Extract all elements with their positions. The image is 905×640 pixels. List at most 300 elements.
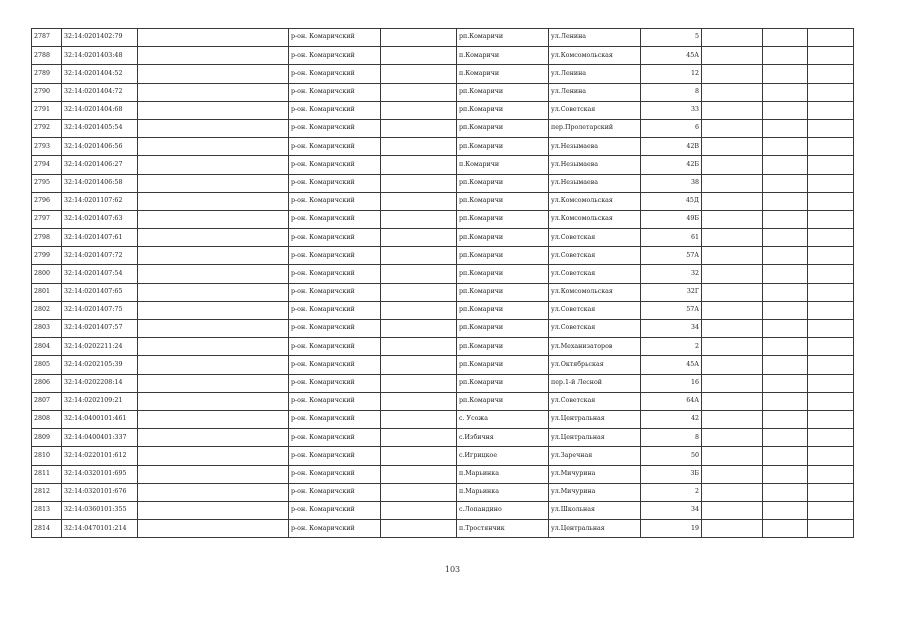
- street-cell: ул.Советская: [549, 247, 641, 265]
- table-row: [32, 320, 854, 338]
- row-number-cell: 2794: [32, 156, 62, 174]
- empty-cell-cell: [702, 101, 763, 119]
- empty-cell-cell: [381, 192, 457, 210]
- empty-cell-cell: [138, 210, 289, 228]
- settlement-cell: рп.Комаричи: [457, 301, 549, 319]
- cadastral-number-cell: 32:14:0202211:24: [62, 338, 138, 356]
- empty-cell-cell: [808, 374, 854, 392]
- empty-cell-cell: [138, 447, 289, 465]
- settlement-cell: п.Марьинка: [457, 465, 549, 483]
- table-row: [32, 301, 854, 319]
- cadastral-number-cell: 32:14:0360101:355: [62, 501, 138, 519]
- cadastral-number-cell: 32:14:0201406:58: [62, 174, 138, 192]
- district-cell: р-он. Комаричский: [289, 65, 381, 83]
- empty-cell-cell: [808, 210, 854, 228]
- table-row: [32, 229, 854, 247]
- house-number-cell: 2: [641, 338, 702, 356]
- empty-cell-cell: [763, 83, 808, 101]
- settlement-cell: рп.Комаричи: [457, 210, 549, 228]
- table-row: [32, 447, 854, 465]
- empty-cell-cell: [381, 101, 457, 119]
- district-cell: р-он. Комаричский: [289, 447, 381, 465]
- empty-cell-cell: [763, 483, 808, 501]
- empty-cell-cell: [702, 192, 763, 210]
- empty-cell-cell: [138, 320, 289, 338]
- table-row: [32, 101, 854, 119]
- district-cell: р-он. Комаричский: [289, 101, 381, 119]
- street-cell: ул.Ленина: [549, 65, 641, 83]
- empty-cell-cell: [808, 265, 854, 283]
- row-number-cell: 2791: [32, 101, 62, 119]
- empty-cell-cell: [702, 338, 763, 356]
- row-number-cell: 2798: [32, 229, 62, 247]
- empty-cell-cell: [763, 47, 808, 65]
- empty-cell-cell: [763, 301, 808, 319]
- empty-cell-cell: [138, 29, 289, 47]
- empty-cell-cell: [381, 47, 457, 65]
- empty-cell-cell: [808, 465, 854, 483]
- cadastral-number-cell: 32:14:0400401:337: [62, 429, 138, 447]
- empty-cell-cell: [808, 320, 854, 338]
- empty-cell-cell: [381, 429, 457, 447]
- empty-cell-cell: [702, 247, 763, 265]
- empty-cell-cell: [138, 229, 289, 247]
- street-cell: ул.Заречная: [549, 447, 641, 465]
- settlement-cell: рп.Комаричи: [457, 392, 549, 410]
- empty-cell-cell: [808, 447, 854, 465]
- district-cell: р-он. Комаричский: [289, 520, 381, 538]
- cadastral-number-cell: 32:14:0201402:79: [62, 29, 138, 47]
- cadastral-number-cell: 32:14:0202105:39: [62, 356, 138, 374]
- settlement-cell: п.Комаричи: [457, 156, 549, 174]
- row-number-cell: 2800: [32, 265, 62, 283]
- empty-cell-cell: [381, 374, 457, 392]
- empty-cell-cell: [763, 410, 808, 428]
- empty-cell-cell: [702, 429, 763, 447]
- house-number-cell: 64А: [641, 392, 702, 410]
- street-cell: пер.1-й Лесной: [549, 374, 641, 392]
- empty-cell-cell: [381, 29, 457, 47]
- empty-cell-cell: [808, 229, 854, 247]
- street-cell: ул.Комсомольская: [549, 210, 641, 228]
- settlement-cell: рп.Комаричи: [457, 247, 549, 265]
- empty-cell-cell: [763, 501, 808, 519]
- empty-cell-cell: [763, 101, 808, 119]
- empty-cell-cell: [381, 320, 457, 338]
- cadastral-number-cell: 32:14:0201407:75: [62, 301, 138, 319]
- empty-cell-cell: [763, 29, 808, 47]
- district-cell: р-он. Комаричский: [289, 247, 381, 265]
- cadastral-number-cell: 32:14:0201407:57: [62, 320, 138, 338]
- table-row: [32, 410, 854, 428]
- empty-cell-cell: [763, 465, 808, 483]
- street-cell: ул.Незымаева: [549, 174, 641, 192]
- table-row: [32, 356, 854, 374]
- district-cell: р-он. Комаричский: [289, 356, 381, 374]
- empty-cell-cell: [138, 465, 289, 483]
- street-cell: пер.Пролетарский: [549, 119, 641, 137]
- district-cell: р-он. Комаричский: [289, 392, 381, 410]
- empty-cell-cell: [808, 429, 854, 447]
- settlement-cell: рп.Комаричи: [457, 374, 549, 392]
- house-number-cell: 42: [641, 410, 702, 428]
- row-number-cell: 2808: [32, 410, 62, 428]
- settlement-cell: п.Комаричи: [457, 65, 549, 83]
- empty-cell-cell: [808, 410, 854, 428]
- table-row: [32, 192, 854, 210]
- district-cell: р-он. Комаричский: [289, 265, 381, 283]
- empty-cell-cell: [381, 392, 457, 410]
- empty-cell-cell: [381, 83, 457, 101]
- district-cell: р-он. Комаричский: [289, 156, 381, 174]
- district-cell: р-он. Комаричский: [289, 501, 381, 519]
- empty-cell-cell: [763, 520, 808, 538]
- row-number-cell: 2801: [32, 283, 62, 301]
- cadastral-number-cell: 32:14:0400101:461: [62, 410, 138, 428]
- street-cell: ул.Советская: [549, 229, 641, 247]
- empty-cell-cell: [138, 192, 289, 210]
- row-number-cell: 2795: [32, 174, 62, 192]
- empty-cell-cell: [808, 138, 854, 156]
- empty-cell-cell: [381, 210, 457, 228]
- cadastral-number-cell: 32:14:0201407:61: [62, 229, 138, 247]
- empty-cell-cell: [763, 192, 808, 210]
- empty-cell-cell: [381, 265, 457, 283]
- house-number-cell: 45А: [641, 356, 702, 374]
- house-number-cell: 42В: [641, 138, 702, 156]
- table-row: [32, 29, 854, 47]
- cadastral-number-cell: 32:14:0320101:676: [62, 483, 138, 501]
- street-cell: ул.Незымаева: [549, 156, 641, 174]
- cadastral-number-cell: 32:14:0202109:21: [62, 392, 138, 410]
- empty-cell-cell: [138, 65, 289, 83]
- empty-cell-cell: [763, 138, 808, 156]
- empty-cell-cell: [702, 174, 763, 192]
- table-row: [32, 210, 854, 228]
- house-number-cell: 34: [641, 501, 702, 519]
- cadastral-number-cell: 32:14:0201407:72: [62, 247, 138, 265]
- empty-cell-cell: [381, 501, 457, 519]
- table-row: [32, 374, 854, 392]
- empty-cell-cell: [702, 501, 763, 519]
- empty-cell-cell: [763, 229, 808, 247]
- row-number-cell: 2787: [32, 29, 62, 47]
- empty-cell-cell: [702, 320, 763, 338]
- settlement-cell: рп.Комаричи: [457, 29, 549, 47]
- empty-cell-cell: [138, 429, 289, 447]
- row-number-cell: 2792: [32, 119, 62, 137]
- street-cell: ул.Центральная: [549, 410, 641, 428]
- empty-cell-cell: [763, 320, 808, 338]
- empty-cell-cell: [808, 47, 854, 65]
- settlement-cell: рп.Комаричи: [457, 265, 549, 283]
- row-number-cell: 2810: [32, 447, 62, 465]
- street-cell: ул.Центральная: [549, 429, 641, 447]
- house-number-cell: 8: [641, 429, 702, 447]
- table-row: [32, 465, 854, 483]
- settlement-cell: рп.Комаричи: [457, 229, 549, 247]
- house-number-cell: 49Б: [641, 210, 702, 228]
- district-cell: р-он. Комаричский: [289, 410, 381, 428]
- cadastral-number-cell: 32:14:0201407:54: [62, 265, 138, 283]
- row-number-cell: 2803: [32, 320, 62, 338]
- row-number-cell: 2812: [32, 483, 62, 501]
- empty-cell-cell: [763, 356, 808, 374]
- street-cell: ул.Школьная: [549, 501, 641, 519]
- empty-cell-cell: [702, 156, 763, 174]
- settlement-cell: рп.Комаричи: [457, 320, 549, 338]
- row-number-cell: 2788: [32, 47, 62, 65]
- empty-cell-cell: [808, 356, 854, 374]
- settlement-cell: рп.Комаричи: [457, 101, 549, 119]
- row-number-cell: 2793: [32, 138, 62, 156]
- empty-cell-cell: [763, 156, 808, 174]
- empty-cell-cell: [138, 47, 289, 65]
- district-cell: р-он. Комаричский: [289, 29, 381, 47]
- settlement-cell: рп.Комаричи: [457, 192, 549, 210]
- empty-cell-cell: [763, 174, 808, 192]
- empty-cell-cell: [138, 392, 289, 410]
- empty-cell-cell: [763, 265, 808, 283]
- district-cell: р-он. Комаричский: [289, 210, 381, 228]
- table-row: [32, 247, 854, 265]
- table-row: [32, 65, 854, 83]
- cadastral-number-cell: 32:14:0201404:52: [62, 65, 138, 83]
- street-cell: ул.Незымаева: [549, 138, 641, 156]
- empty-cell-cell: [808, 29, 854, 47]
- street-cell: ул.Комсомольская: [549, 47, 641, 65]
- settlement-cell: рп.Комаричи: [457, 138, 549, 156]
- empty-cell-cell: [808, 247, 854, 265]
- row-number-cell: 2813: [32, 501, 62, 519]
- district-cell: р-он. Комаричский: [289, 119, 381, 137]
- table-row: [32, 429, 854, 447]
- empty-cell-cell: [808, 483, 854, 501]
- house-number-cell: 45Д: [641, 192, 702, 210]
- empty-cell-cell: [138, 483, 289, 501]
- empty-cell-cell: [763, 210, 808, 228]
- empty-cell-cell: [763, 447, 808, 465]
- settlement-cell: с.Игрицкое: [457, 447, 549, 465]
- empty-cell-cell: [702, 520, 763, 538]
- house-number-cell: 16: [641, 374, 702, 392]
- empty-cell-cell: [381, 283, 457, 301]
- cadastral-number-cell: 32:14:0201404:72: [62, 83, 138, 101]
- house-number-cell: 5: [641, 29, 702, 47]
- empty-cell-cell: [381, 465, 457, 483]
- street-cell: ул.Советская: [549, 101, 641, 119]
- empty-cell-cell: [138, 265, 289, 283]
- register-table: [31, 28, 854, 538]
- street-cell: ул.Советская: [549, 301, 641, 319]
- table-row: [32, 283, 854, 301]
- empty-cell-cell: [808, 192, 854, 210]
- house-number-cell: 6: [641, 119, 702, 137]
- table-row: [32, 156, 854, 174]
- empty-cell-cell: [138, 283, 289, 301]
- street-cell: ул.Комсомольская: [549, 192, 641, 210]
- empty-cell-cell: [702, 283, 763, 301]
- empty-cell-cell: [381, 247, 457, 265]
- empty-cell-cell: [702, 356, 763, 374]
- street-cell: ул.Механизаторов: [549, 338, 641, 356]
- table-row: [32, 520, 854, 538]
- cadastral-number-cell: 32:14:0201406:56: [62, 138, 138, 156]
- house-number-cell: 34: [641, 320, 702, 338]
- empty-cell-cell: [808, 501, 854, 519]
- empty-cell-cell: [138, 356, 289, 374]
- district-cell: р-он. Комаричский: [289, 338, 381, 356]
- empty-cell-cell: [381, 410, 457, 428]
- settlement-cell: рп.Комаричи: [457, 174, 549, 192]
- cadastral-number-cell: 32:14:0470101:214: [62, 520, 138, 538]
- house-number-cell: 45А: [641, 47, 702, 65]
- house-number-cell: 38: [641, 174, 702, 192]
- empty-cell-cell: [138, 338, 289, 356]
- cadastral-number-cell: 32:14:0201107:62: [62, 192, 138, 210]
- settlement-cell: п.Комаричи: [457, 47, 549, 65]
- table-row: [32, 483, 854, 501]
- row-number-cell: 2790: [32, 83, 62, 101]
- row-number-cell: 2806: [32, 374, 62, 392]
- house-number-cell: 57А: [641, 247, 702, 265]
- table-row: [32, 83, 854, 101]
- empty-cell-cell: [138, 101, 289, 119]
- empty-cell-cell: [138, 138, 289, 156]
- empty-cell-cell: [702, 229, 763, 247]
- row-number-cell: 2811: [32, 465, 62, 483]
- cadastral-number-cell: 32:14:0320101:695: [62, 465, 138, 483]
- cadastral-number-cell: 32:14:0201407:63: [62, 210, 138, 228]
- house-number-cell: 57А: [641, 301, 702, 319]
- empty-cell-cell: [702, 465, 763, 483]
- empty-cell-cell: [381, 520, 457, 538]
- row-number-cell: 2807: [32, 392, 62, 410]
- table-row: [32, 138, 854, 156]
- empty-cell-cell: [702, 83, 763, 101]
- empty-cell-cell: [702, 119, 763, 137]
- settlement-cell: с.Избичня: [457, 429, 549, 447]
- empty-cell-cell: [702, 410, 763, 428]
- row-number-cell: 2789: [32, 65, 62, 83]
- empty-cell-cell: [702, 210, 763, 228]
- house-number-cell: 32: [641, 265, 702, 283]
- street-cell: ул.Центральная: [549, 520, 641, 538]
- empty-cell-cell: [808, 174, 854, 192]
- house-number-cell: 42Б: [641, 156, 702, 174]
- empty-cell-cell: [808, 101, 854, 119]
- empty-cell-cell: [138, 156, 289, 174]
- empty-cell-cell: [138, 247, 289, 265]
- row-number-cell: 2796: [32, 192, 62, 210]
- table-row: [32, 265, 854, 283]
- row-number-cell: 2805: [32, 356, 62, 374]
- settlement-cell: рп.Комаричи: [457, 283, 549, 301]
- district-cell: р-он. Комаричский: [289, 283, 381, 301]
- row-number-cell: 2804: [32, 338, 62, 356]
- district-cell: р-он. Комаричский: [289, 483, 381, 501]
- empty-cell-cell: [702, 301, 763, 319]
- street-cell: ул.Советская: [549, 392, 641, 410]
- district-cell: р-он. Комаричский: [289, 138, 381, 156]
- empty-cell-cell: [763, 247, 808, 265]
- empty-cell-cell: [763, 119, 808, 137]
- street-cell: ул.Ленина: [549, 83, 641, 101]
- settlement-cell: с.Лопандино: [457, 501, 549, 519]
- row-number-cell: 2797: [32, 210, 62, 228]
- row-number-cell: 2799: [32, 247, 62, 265]
- house-number-cell: 12: [641, 65, 702, 83]
- table-row: [32, 501, 854, 519]
- settlement-cell: с. Усожа: [457, 410, 549, 428]
- empty-cell-cell: [702, 29, 763, 47]
- empty-cell-cell: [138, 520, 289, 538]
- empty-cell-cell: [702, 392, 763, 410]
- settlement-cell: рп.Комаричи: [457, 83, 549, 101]
- empty-cell-cell: [808, 83, 854, 101]
- cadastral-number-cell: 32:14:0201406:27: [62, 156, 138, 174]
- house-number-cell: 3Б: [641, 465, 702, 483]
- district-cell: р-он. Комаричский: [289, 174, 381, 192]
- street-cell: ул.Мичурина: [549, 483, 641, 501]
- district-cell: р-он. Комаричский: [289, 192, 381, 210]
- empty-cell-cell: [138, 501, 289, 519]
- empty-cell-cell: [808, 392, 854, 410]
- empty-cell-cell: [808, 119, 854, 137]
- street-cell: ул.Мичурина: [549, 465, 641, 483]
- empty-cell-cell: [381, 338, 457, 356]
- empty-cell-cell: [702, 65, 763, 83]
- table-row: [32, 119, 854, 137]
- settlement-cell: рп.Комаричи: [457, 119, 549, 137]
- district-cell: р-он. Комаричский: [289, 47, 381, 65]
- empty-cell-cell: [138, 374, 289, 392]
- table-row: [32, 174, 854, 192]
- page-number: 103: [444, 565, 461, 574]
- row-number-cell: 2814: [32, 520, 62, 538]
- empty-cell-cell: [381, 229, 457, 247]
- cadastral-number-cell: 32:14:0220101:612: [62, 447, 138, 465]
- empty-cell-cell: [702, 447, 763, 465]
- empty-cell-cell: [381, 119, 457, 137]
- empty-cell-cell: [702, 374, 763, 392]
- empty-cell-cell: [381, 483, 457, 501]
- house-number-cell: 8: [641, 83, 702, 101]
- empty-cell-cell: [808, 65, 854, 83]
- empty-cell-cell: [138, 410, 289, 428]
- empty-cell-cell: [702, 265, 763, 283]
- table-row: [32, 47, 854, 65]
- district-cell: р-он. Комаричский: [289, 374, 381, 392]
- empty-cell-cell: [763, 65, 808, 83]
- table-row: [32, 338, 854, 356]
- empty-cell-cell: [138, 174, 289, 192]
- row-number-cell: 2802: [32, 301, 62, 319]
- house-number-cell: 2: [641, 483, 702, 501]
- row-number-cell: 2809: [32, 429, 62, 447]
- cadastral-number-cell: 32:14:0201404:68: [62, 101, 138, 119]
- empty-cell-cell: [763, 338, 808, 356]
- empty-cell-cell: [702, 483, 763, 501]
- empty-cell-cell: [808, 520, 854, 538]
- empty-cell-cell: [808, 338, 854, 356]
- empty-cell-cell: [381, 65, 457, 83]
- settlement-cell: п.Марьинка: [457, 483, 549, 501]
- settlement-cell: рп.Комаричи: [457, 338, 549, 356]
- house-number-cell: 50: [641, 447, 702, 465]
- empty-cell-cell: [702, 138, 763, 156]
- empty-cell-cell: [808, 283, 854, 301]
